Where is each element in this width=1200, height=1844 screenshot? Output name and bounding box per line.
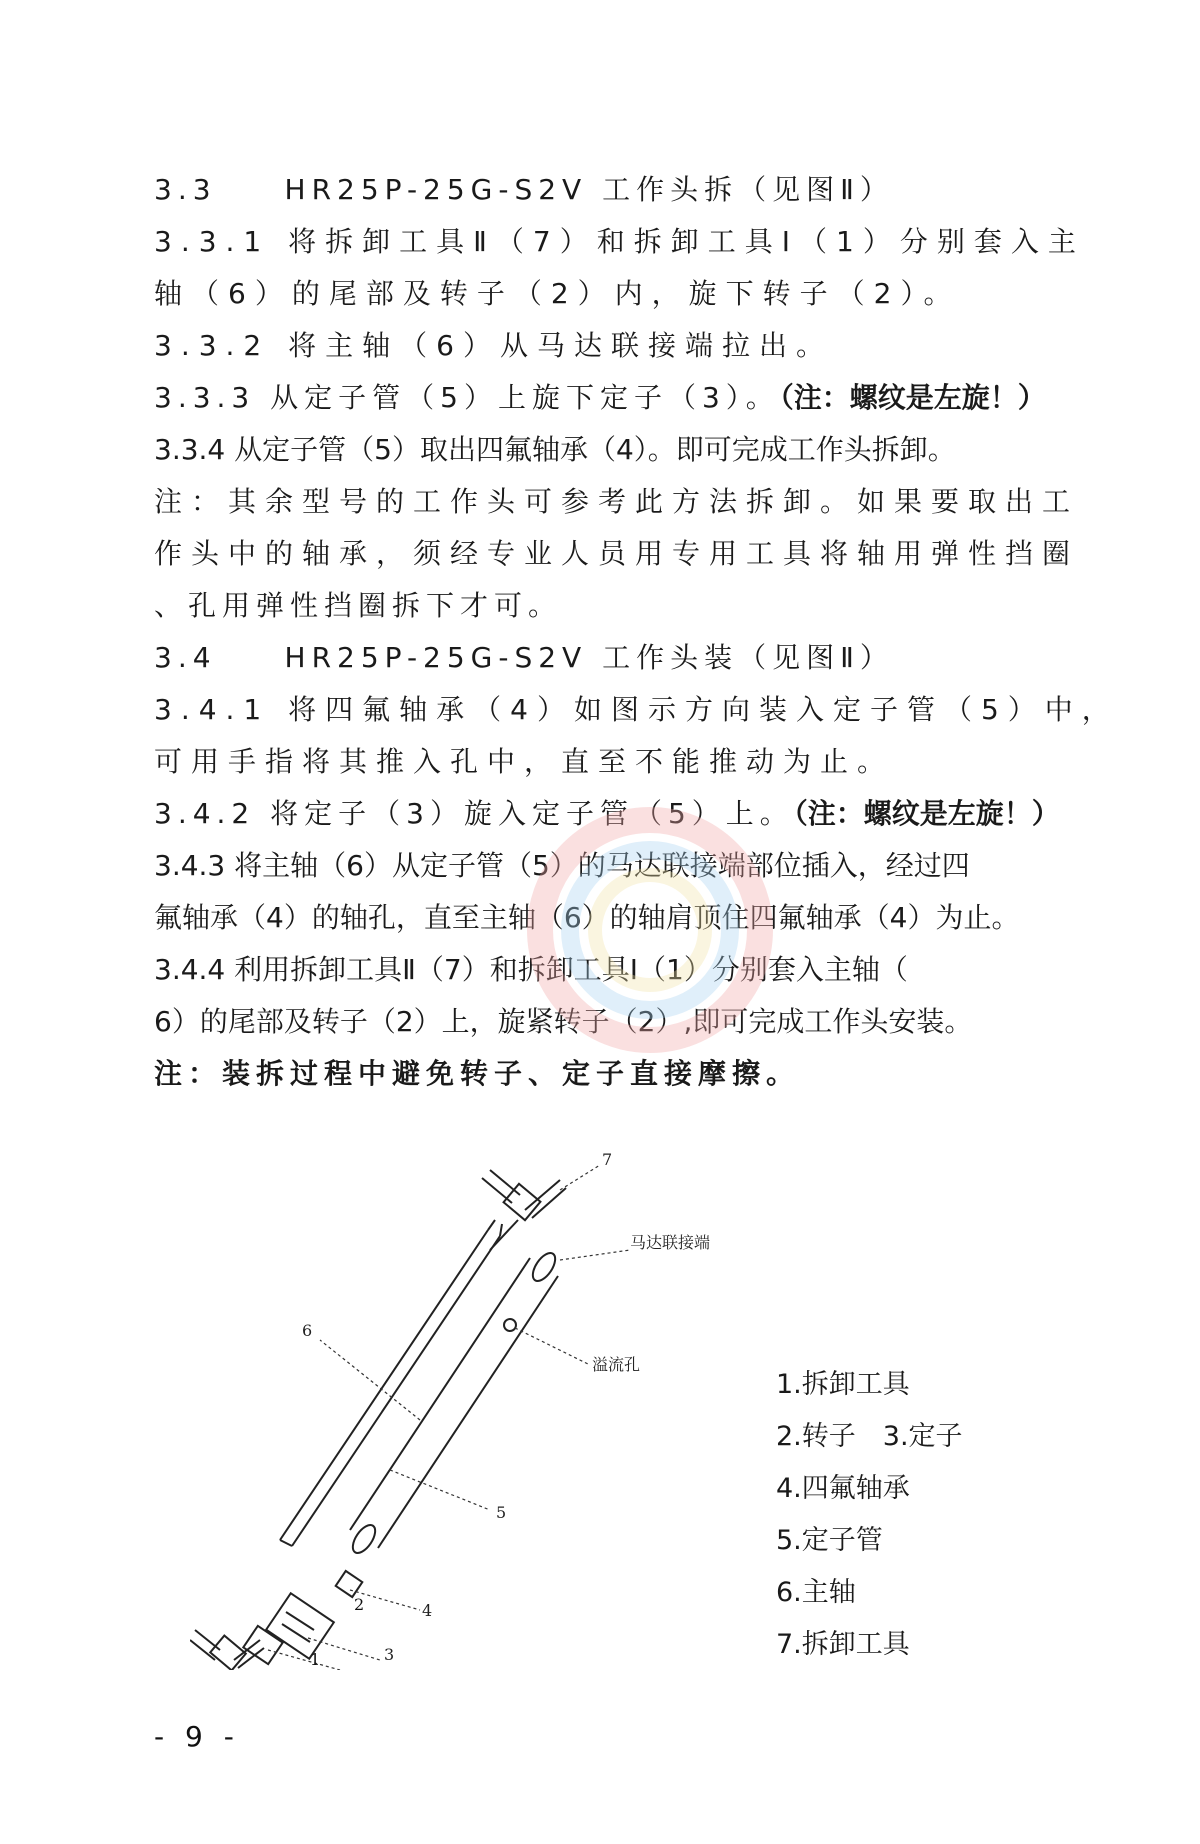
line-note-2: 注：装拆过程中避免转子、定子直接摩擦。 xyxy=(154,1057,801,1090)
part-3-stator xyxy=(266,1593,334,1659)
line-3-4-1-cont: 可用手指将其推入孔中，直至不能推动为止。 xyxy=(154,745,895,778)
legend-item-4: 4.四氟轴承 xyxy=(776,1473,910,1504)
callout-6: 6 xyxy=(302,1321,313,1340)
line-3-4-4-cont: 6）的尾部及转子（2）上，旋紧转子（2）,即可完成工作头安装。 xyxy=(154,1005,973,1038)
line-3-3-2: 3.3.2 将主轴（6）从马达联接端拉出。 xyxy=(154,329,833,362)
line-3-3-3 xyxy=(154,378,1046,418)
exploded-diagram xyxy=(190,1150,750,1670)
line-3-4-2-note: （注：螺纹是左旋！） xyxy=(793,797,1060,830)
line-3-4-3: 3.4.3 将主轴（6）从定子管（5）的马达联接端部位插入，经过四 xyxy=(154,849,970,882)
line-3-4-1: 3.4.1 将四氟轴承（4）如图示方向装入定子管（5）中， xyxy=(154,693,1119,726)
part-6-shaft xyxy=(280,1220,502,1546)
callout-2: 2 xyxy=(354,1595,365,1614)
legend-item-6: 6.主轴 xyxy=(776,1577,856,1608)
line-3-3-1-cont: 轴（6）的尾部及转子（2）内，旋下转子（2）。 xyxy=(154,277,961,310)
callout-4: 4 xyxy=(422,1601,433,1620)
legend-item-5: 5.定子管 xyxy=(776,1525,883,1556)
line-3-4-4: 3.4.4 利用拆卸工具Ⅱ（7）和拆卸工具Ⅰ（1）分别套入主轴（ xyxy=(154,953,908,986)
callout-5: 5 xyxy=(496,1503,507,1522)
label-motor-end: 马达联接端 xyxy=(630,1233,711,1252)
line-note-1-end: 、孔用弹性挡圈拆下才可。 xyxy=(154,589,563,622)
part-4-bearing xyxy=(336,1571,363,1597)
line-3-3-3-text: 3.3.3 从定子管（5）上旋下定子（3）。 xyxy=(154,381,780,414)
line-3-4-heading: 3.4 HR25P-25G-S2V 工作头装（见图Ⅱ） xyxy=(154,641,894,674)
legend-item-7: 7.拆卸工具 xyxy=(776,1629,910,1660)
callout-3: 3 xyxy=(384,1645,395,1664)
diagram-svg xyxy=(190,1150,750,1670)
label-overflow-hole: 溢流孔 xyxy=(592,1355,641,1374)
line-note-1-cont: 作头中的轴承，须经专业人员用专用工具将轴用弹性挡圈 xyxy=(154,537,1080,570)
part-5-stator-tube xyxy=(348,1249,559,1556)
page-number: - 9 - xyxy=(154,1720,240,1753)
part-1-tool xyxy=(190,1630,264,1670)
line-3-4-2-text: 3.4.2 将定子（3）旋入定子管（5）上。 xyxy=(154,797,794,830)
part-7-tool xyxy=(482,1170,566,1250)
line-3-3-heading: 3.3 HR25P-25G-S2V 工作头拆（见图Ⅱ） xyxy=(154,173,894,206)
line-3-4-2 xyxy=(154,794,1060,834)
callout-1: 1 xyxy=(310,1650,321,1669)
legend-item-2-3: 2.转子 3.定子 xyxy=(776,1421,963,1452)
line-3-3-3-note: （注：螺纹是左旋！） xyxy=(779,381,1046,414)
line-note-1: 注：其余型号的工作头可参考此方法拆卸。如果要取出工 xyxy=(154,485,1080,518)
callout-7: 7 xyxy=(602,1150,613,1169)
legend-item-1: 1.拆卸工具 xyxy=(776,1369,910,1400)
line-3-3-1: 3.3.1 将拆卸工具Ⅱ（7）和拆卸工具Ⅰ（1）分别套入主 xyxy=(154,225,1085,258)
line-3-4-3-cont: 氟轴承（4）的轴孔，直至主轴（6）的轴肩顶住四氟轴承（4）为止。 xyxy=(154,901,1020,934)
line-3-3-4: 3.3.4 从定子管（5）取出四氟轴承（4）。即可完成工作头拆卸。 xyxy=(154,433,956,466)
